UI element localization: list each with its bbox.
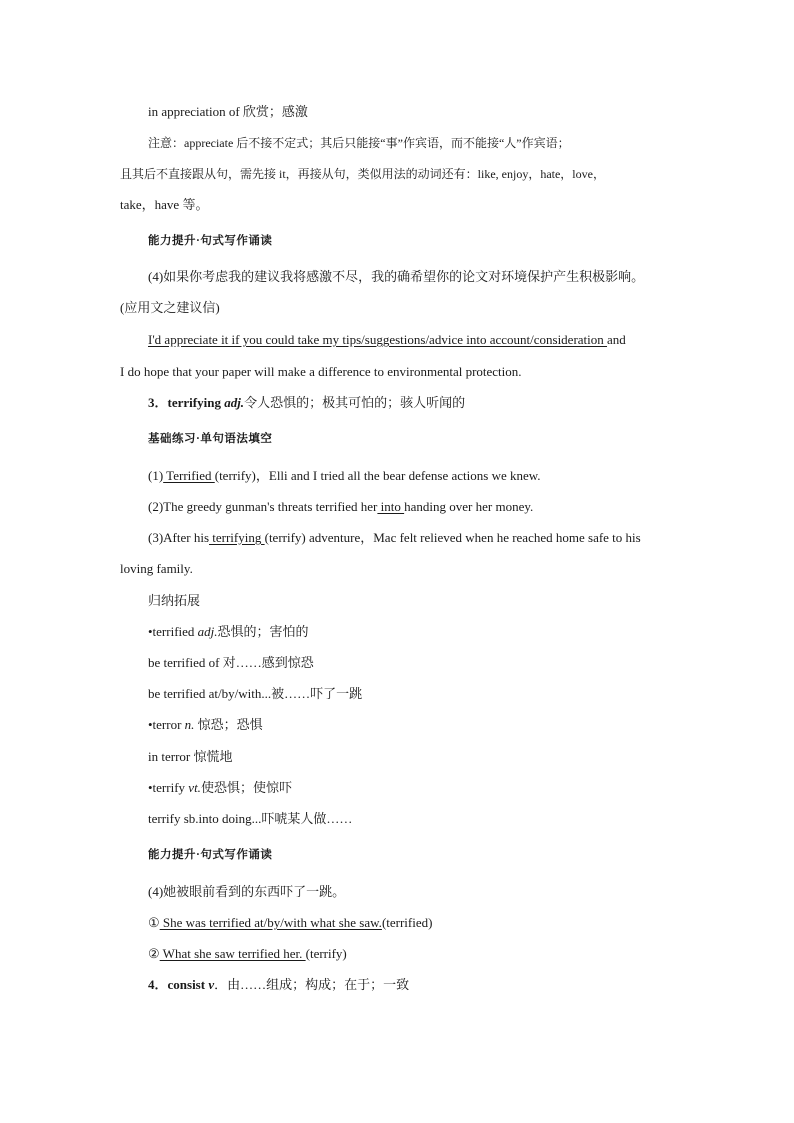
expansion-word: •terrified — [148, 624, 198, 639]
exercise-answer: terrifying — [209, 530, 265, 545]
section-heading — [148, 592, 200, 610]
expansion-word: •terrify — [148, 780, 189, 795]
exercise-line — [120, 560, 193, 578]
expansion-text: terrify sb.into doing...吓唬某人做…… — [148, 811, 353, 826]
exercise-line — [148, 529, 641, 547]
exercise-number: (1) — [148, 468, 164, 483]
expansion-text: in terror 惊慌地 — [148, 749, 233, 764]
expansion-text: be terrified at/by/with...被……吓了一跳 — [148, 686, 363, 701]
section-heading — [148, 430, 272, 448]
answer-underlined: I'd appreciate it if you could take my tips/suggestions/advice into account/consideration — [148, 332, 608, 347]
exercise-text: loving family. — [120, 561, 193, 576]
answer-text: (terrify) — [305, 946, 347, 961]
question-line — [120, 299, 220, 317]
entry-number: 3． — [148, 395, 168, 410]
answer-line — [148, 945, 347, 963]
expansion-pos: vt. — [188, 780, 201, 795]
entry-pos: v — [208, 977, 215, 992]
entry-pos: adj. — [224, 395, 245, 410]
answer-text: and — [607, 332, 626, 347]
exercise-text: handing over her money. — [404, 499, 534, 514]
answer-underlined: She was terrified at/by/with what she saw. — [159, 915, 382, 930]
note-line — [120, 165, 605, 183]
exercise-answer: Terrified — [163, 468, 215, 483]
note-line — [148, 134, 570, 152]
answer-line — [148, 914, 432, 932]
section-heading — [148, 232, 272, 250]
expansion-line — [148, 779, 292, 797]
expansion-text: be terrified of 对……感到惊恐 — [148, 655, 314, 670]
exercise-text: (terrify)，Elli and I tried all the bear defense actions we knew. — [214, 468, 541, 483]
exercise-text: (terrify) adventure，Mac felt relieved when he reached home safe to his — [264, 530, 641, 545]
entry-definition: 令人恐惧的；极其可怕的；骇人听闻的 — [244, 395, 466, 410]
expansion-definition: 惊恐；恐惧 — [194, 717, 263, 732]
question-line — [148, 883, 345, 901]
section-heading-text: 基础练习·单句语法填空 — [148, 433, 273, 445]
answer-line — [120, 363, 522, 381]
answer-text: I do hope that your paper will make a difference to environmental protection. — [120, 364, 522, 379]
answer-line — [148, 331, 626, 349]
section-heading-text: 能力提升·句式写作诵读 — [148, 235, 273, 247]
expansion-pos: n. — [184, 717, 195, 732]
question-text: (4)如果你考虑我的建议我将感激不尽，我的确希望你的论文对环境保护产生积极影响。 — [148, 269, 645, 284]
phrase-line — [148, 103, 308, 121]
section-heading — [148, 846, 272, 864]
entry-definition: ．由……组成；构成；在于；一致 — [214, 977, 410, 992]
note-text: 注意：appreciate 后不接不定式；其后只能接“事”作宾语，而不能接“人”作宾语； — [148, 136, 570, 150]
exercise-text: (2)The greedy gunman's threats terrified her — [148, 499, 378, 514]
section-heading-text: 归纳拓展 — [148, 593, 201, 608]
answer-text: (terrified) — [381, 915, 433, 930]
note-text: take，have 等。 — [120, 197, 209, 212]
question-text: (应用文之建议信) — [120, 300, 220, 315]
answer-underlined: What she saw terrified her. — [159, 946, 306, 961]
note-line — [120, 196, 208, 214]
expansion-line — [148, 748, 232, 766]
section-heading-text: 能力提升·句式写作诵读 — [148, 849, 273, 861]
expansion-line — [148, 685, 362, 703]
entry-word: terrifying — [167, 395, 221, 410]
answer-number: ② — [148, 946, 160, 961]
expansion-definition: 使恐惧；使惊吓 — [200, 780, 292, 795]
expansion-pos: adj. — [197, 624, 218, 639]
expansion-word: •terror — [148, 717, 185, 732]
exercise-line — [148, 498, 533, 516]
word-entry-heading — [148, 394, 465, 412]
word-entry-heading — [148, 976, 409, 994]
entry-number: 4． — [148, 977, 168, 992]
entry-word: consist — [167, 977, 206, 992]
expansion-line — [148, 654, 314, 672]
exercise-answer: into — [377, 499, 405, 514]
note-text: 且其后不直接跟从句，需先接 it，再接从句，类似用法的动词还有：like, enjoy，hate，love， — [120, 167, 605, 181]
phrase-text: in appreciation of 欣赏；感激 — [148, 104, 308, 119]
exercise-line — [148, 467, 541, 485]
exercise-text: (3)After his — [148, 530, 210, 545]
expansion-definition: 恐惧的；害怕的 — [217, 624, 309, 639]
expansion-line — [148, 716, 263, 734]
expansion-line — [148, 623, 309, 641]
question-text: (4)她被眼前看到的东西吓了一跳。 — [148, 884, 346, 899]
expansion-line — [148, 810, 352, 828]
question-line — [148, 268, 644, 286]
answer-number: ① — [148, 915, 160, 930]
